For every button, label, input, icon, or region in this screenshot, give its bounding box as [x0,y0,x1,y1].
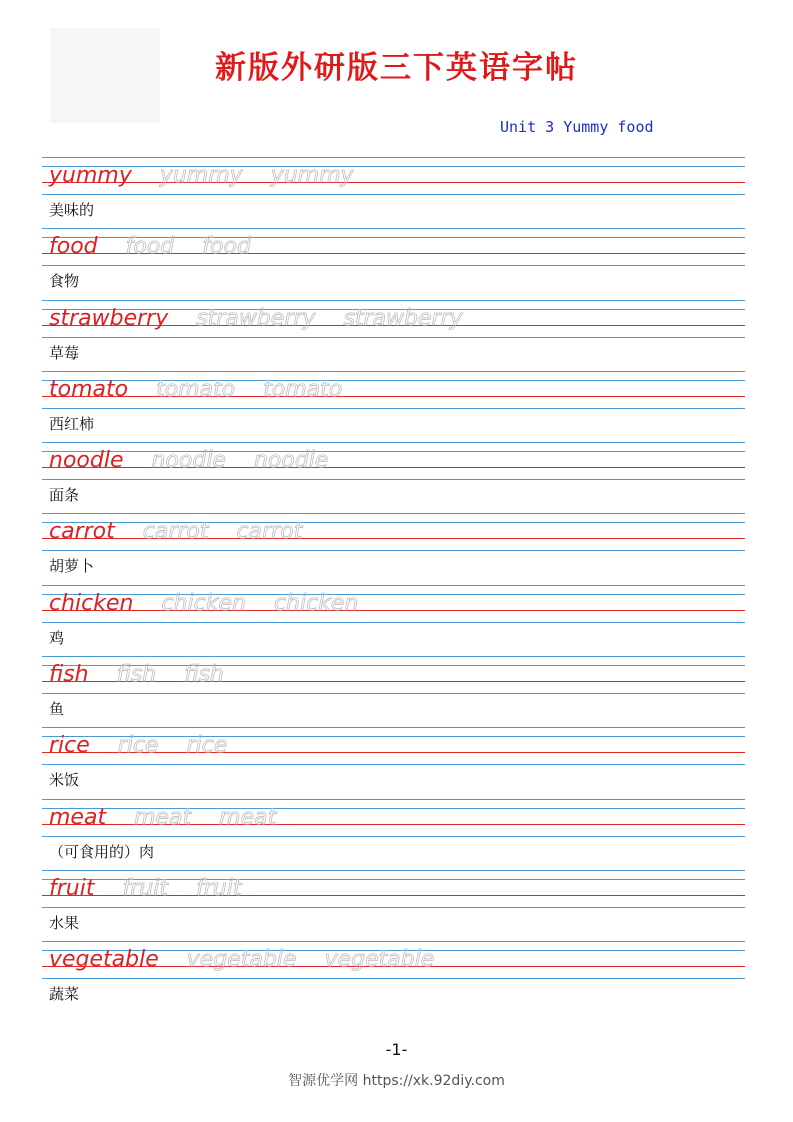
trace-word: tomato [156,376,236,402]
footer-source: 智源优学网 https://xk.92diy.com [288,1073,505,1089]
guide-line-top [42,727,745,728]
guide-line-top [42,157,745,158]
trace-word: vegetable [324,947,435,973]
page-title: 新版外研版三下英语字帖 [215,50,578,86]
vocabulary-entry [42,513,745,584]
worksheet [42,157,745,1013]
vocabulary-entry [42,228,745,299]
trace-word: tomato [263,376,343,402]
vocab-word: meat [49,804,107,830]
vocab-meaning: 食物 [49,272,80,291]
guide-line-top [42,941,745,942]
guide-line-top [42,799,745,800]
trace-word: strawberry [196,305,316,331]
vocab-word: carrot [49,519,115,545]
guide-line-top [42,585,745,586]
guide-line-bottom [42,836,745,837]
writing-lines [42,870,745,908]
guide-line-top [42,442,745,443]
guide-line-bottom [42,764,745,765]
guide-line-top [42,513,745,514]
trace-word: fish [184,662,224,688]
guide-line-bottom [42,408,745,409]
vocabulary-entry [42,300,745,371]
vocab-word: food [49,234,98,260]
trace-word: yummy [159,163,243,188]
vocab-word: yummy [49,163,132,188]
guide-line-top [42,228,745,229]
vocab-meaning: 水果 [49,913,80,932]
trace-word: strawberry [343,305,463,331]
writing-lines [42,300,745,338]
vocab-meaning: （可食用的）肉 [49,842,155,861]
trace-word: fruit [122,875,168,901]
writing-lines [42,371,745,409]
vocab-meaning: 面条 [49,486,80,505]
vocabulary-entry [42,585,745,656]
vocab-meaning: 美味的 [49,201,95,219]
vocab-word: fish [49,662,89,688]
trace-word: rice [117,733,159,759]
guide-line-top [42,371,745,372]
guide-line-bottom [42,550,745,551]
trace-word: yummy [270,163,354,188]
writing-lines [42,727,745,765]
vocab-meaning: 米饭 [49,771,80,790]
guide-line-top [42,870,745,871]
vocab-meaning: 西红柿 [49,414,95,433]
guide-line-bottom [42,693,745,694]
guide-line-bottom [42,907,745,908]
vocab-meaning: 草莓 [49,343,80,362]
trace-word: noodle [151,448,226,474]
vocabulary-entry [42,799,745,870]
vocab-word: rice [49,733,90,759]
vocabulary-entry [42,941,745,1012]
vocab-word: chicken [49,590,134,616]
vocabulary-entry [42,727,745,798]
trace-word: fish [116,662,157,688]
writing-lines [42,941,745,979]
vocabulary-entry [42,870,745,941]
vocab-meaning: 蔬菜 [49,985,80,1004]
writing-lines [42,442,745,480]
guide-line-top [42,656,745,657]
writing-lines [42,799,745,837]
trace-word: chicken [161,590,246,616]
guide-line-bottom [42,194,745,195]
trace-word: noodle [253,448,329,474]
trace-word: fruit [195,875,242,901]
vocab-word: tomato [49,376,129,402]
vocab-word: noodle [49,448,124,474]
vocab-word: vegetable [49,947,159,973]
trace-word: carrot [236,519,303,545]
unit-title: Unit 3 Yummy food [500,118,654,136]
writing-lines [42,228,745,266]
vocabulary-entry [42,157,745,228]
writing-lines [42,513,745,551]
vocab-meaning: 胡萝卜 [49,557,95,576]
vocabulary-entry [42,371,745,442]
trace-word: carrot [142,519,209,545]
vocab-meaning: 鸡 [49,628,65,647]
vocab-meaning: 鱼 [49,700,65,719]
vocabulary-entry [42,656,745,727]
writing-lines [42,585,745,623]
guide-line-bottom [42,265,745,266]
writing-lines [42,157,745,195]
trace-word: rice [186,733,228,759]
trace-word: food [202,234,251,260]
vocabulary-entry [42,442,745,513]
vocab-word: fruit [49,875,95,901]
guide-line-bottom [42,337,745,338]
trace-word: meat [134,804,192,830]
trace-word: vegetable [186,947,297,973]
guide-line-bottom [42,622,745,623]
trace-word: chicken [273,590,359,616]
guide-line-top [42,300,745,301]
vocab-word: strawberry [49,305,169,331]
guide-line-bottom [42,479,745,480]
trace-word: meat [219,804,277,830]
page-number: -1- [385,1040,408,1059]
writing-lines [42,656,745,694]
guide-line-bottom [42,978,745,979]
trace-word: food [125,234,175,260]
